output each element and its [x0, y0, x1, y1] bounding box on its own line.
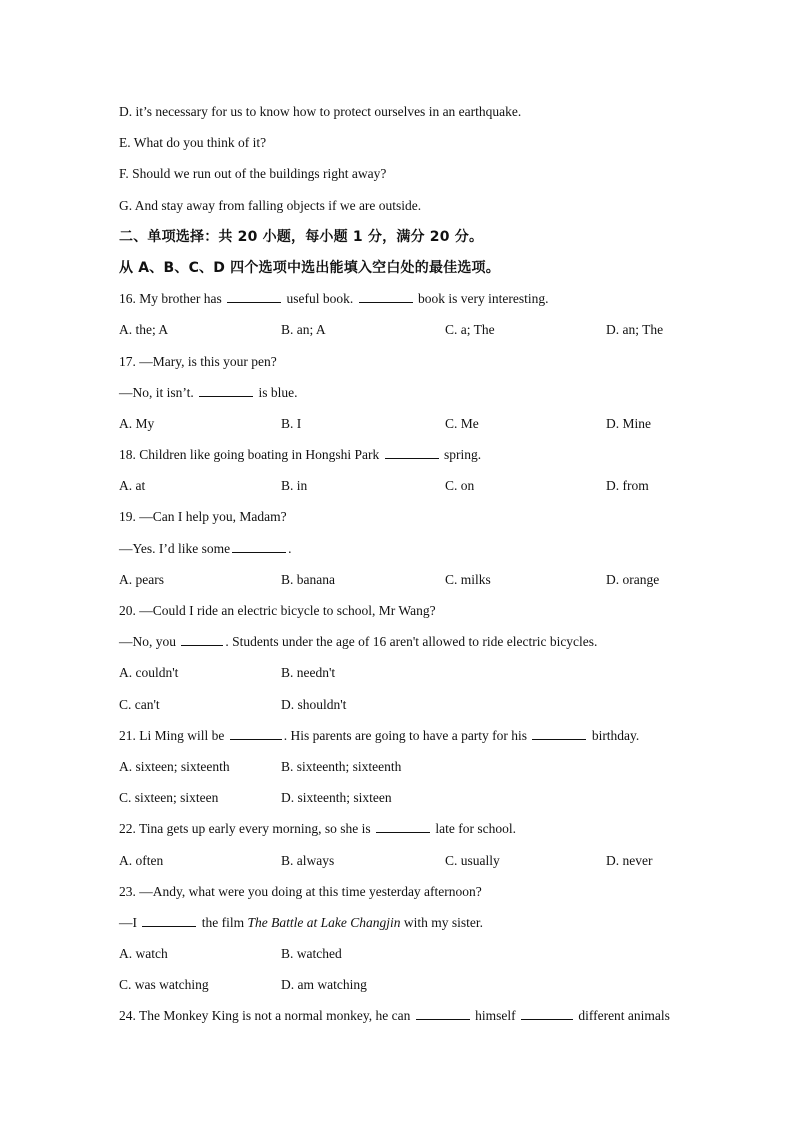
q22-blank — [376, 818, 430, 833]
q21-options-row-1 — [119, 755, 689, 786]
q22-text-1: 22. Tina gets up early every morning, so she is — [119, 821, 371, 837]
question-20: 20. —Could I ride an electric bicycle to school, Mr Wang? — [119, 603, 436, 618]
q20-blank — [181, 631, 223, 646]
q20-reply-text-2: . Students under the age of 16 aren't allowed to ride electric bicycles. — [225, 634, 598, 650]
q17-option-c[interactable]: C. Me — [445, 415, 479, 431]
q22-option-d[interactable]: D. never — [606, 852, 653, 868]
q21-blank-2 — [532, 725, 586, 740]
q19-option-d[interactable]: D. orange — [606, 571, 660, 587]
section-title: 二、单项选择：共 20 小题，每小题 1 分，满分 20 分。 — [119, 228, 484, 245]
option-e-line: E. What do you think of it? — [119, 135, 267, 151]
q18-options — [119, 474, 689, 505]
question-19-reply — [119, 537, 689, 568]
option-g-line: G. And stay away from falling objects if we are outside. — [119, 197, 422, 213]
q24-blank-1 — [416, 1005, 470, 1020]
q21-blank-1 — [230, 725, 282, 740]
question-19: 19. —Can I help you, Madam? — [119, 509, 287, 525]
q19-options — [119, 568, 689, 599]
q23-reply-text-3: with my sister. — [403, 914, 484, 930]
question-18 — [119, 443, 689, 474]
q16-option-a[interactable]: A. the; A — [119, 322, 169, 338]
q20-option-c[interactable]: C. can't — [119, 696, 160, 712]
q23-option-b[interactable]: B. watched — [281, 946, 342, 962]
option-d-line: D. it’s necessary for us to know how to protect ourselves in an earthquake. — [119, 104, 522, 119]
question-17-reply — [119, 381, 689, 412]
q16-blank-1 — [227, 288, 281, 303]
q19-option-c[interactable]: C. milks — [445, 571, 491, 587]
q17-reply-text-2: is blue. — [258, 384, 298, 400]
q23-blank — [142, 912, 196, 927]
q16-text-1: 16. My brother has — [119, 291, 222, 307]
q24-blank-2 — [521, 1005, 573, 1020]
question-17: 17. —Mary, is this your pen? — [119, 353, 277, 369]
q21-options-row-2 — [119, 786, 689, 817]
q20-option-b[interactable]: B. needn't — [281, 665, 336, 681]
q18-option-b[interactable]: B. in — [281, 478, 308, 494]
question-23: 23. —Andy, what were you doing at this time yesterday afternoon? — [119, 883, 482, 899]
q18-option-d[interactable]: D. from — [606, 478, 649, 494]
q22-text-2: late for school. — [435, 821, 516, 837]
question-16 — [119, 287, 689, 318]
question-22 — [119, 817, 689, 848]
q21-option-b[interactable]: B. sixteenth; sixteenth — [281, 758, 402, 774]
q19-reply-text-2: . — [288, 540, 292, 556]
question-20-reply — [119, 630, 689, 661]
q21-option-d[interactable]: D. sixteenth; sixteen — [281, 790, 392, 806]
q17-option-a[interactable]: A. My — [119, 415, 155, 431]
q20-reply-text-1: —No, you — [119, 634, 176, 650]
option-f-line: F. Should we run out of the buildings right away? — [119, 166, 387, 182]
q22-option-a[interactable]: A. often — [119, 852, 164, 868]
q23-options-row-1 — [119, 942, 689, 973]
q21-option-a[interactable]: A. sixteen; sixteenth — [119, 758, 230, 774]
q22-option-c[interactable]: C. usually — [445, 852, 500, 868]
q20-options-row-1 — [119, 661, 689, 692]
exam-page — [119, 100, 689, 1036]
q21-text-3: birthday. — [591, 727, 640, 743]
q18-blank — [385, 444, 439, 459]
q19-option-b[interactable]: B. banana — [281, 571, 335, 587]
q21-option-c[interactable]: C. sixteen; sixteen — [119, 790, 219, 806]
q20-options-row-2 — [119, 693, 689, 724]
q18-option-a[interactable]: A. at — [119, 478, 146, 494]
q22-options — [119, 849, 689, 880]
q23-options-row-2 — [119, 973, 689, 1004]
q16-option-b[interactable]: B. an; A — [281, 322, 326, 338]
q18-text-1: 18. Children like going boating in Hongshi Park — [119, 447, 380, 463]
q19-reply-text-1: —Yes. I’d like some — [119, 540, 231, 556]
section-instruction: 从 A、B、C、D 四个选项中选出能填入空白处的最佳选项。 — [119, 259, 500, 276]
q16-option-d[interactable]: D. an; The — [606, 322, 664, 338]
q21-text-2: . His parents are going to have a party for his — [283, 727, 528, 743]
q16-blank-2 — [359, 288, 413, 303]
question-23-reply — [119, 911, 689, 942]
q23-option-a[interactable]: A. watch — [119, 946, 168, 962]
q23-option-d[interactable]: D. am watching — [281, 977, 367, 993]
q23-film-title: The Battle at Lake Changjin — [247, 914, 401, 930]
q22-option-b[interactable]: B. always — [281, 852, 335, 868]
q24-text-1: 24. The Monkey King is not a normal monkey, he can — [119, 1008, 411, 1024]
q16-text-3: book is very interesting. — [417, 291, 549, 307]
q18-text-2: spring. — [443, 447, 482, 463]
q24-text-3: different animals — [578, 1008, 670, 1024]
q16-text-2: useful book. — [286, 291, 354, 307]
q23-reply-text-2: the film — [201, 914, 245, 930]
q17-option-b[interactable]: B. I — [281, 415, 302, 431]
q19-option-a[interactable]: A. pears — [119, 571, 164, 587]
q19-blank — [232, 538, 286, 553]
q20-option-a[interactable]: A. couldn't — [119, 665, 179, 681]
q16-option-c[interactable]: C. a; The — [445, 322, 495, 338]
q17-blank — [199, 382, 253, 397]
q21-text-1: 21. Li Ming will be — [119, 727, 225, 743]
q18-option-c[interactable]: C. on — [445, 478, 475, 494]
q23-reply-text-1: —I — [119, 914, 137, 930]
question-24 — [119, 1004, 689, 1035]
question-21 — [119, 724, 689, 755]
q23-option-c[interactable]: C. was watching — [119, 977, 209, 993]
q20-option-d[interactable]: D. shouldn't — [281, 696, 347, 712]
q17-option-d[interactable]: D. Mine — [606, 415, 651, 431]
q17-reply-text-1: —No, it isn’t. — [119, 384, 194, 400]
q16-options — [119, 318, 689, 349]
q24-text-2: himself — [475, 1008, 516, 1024]
q17-options — [119, 412, 689, 443]
